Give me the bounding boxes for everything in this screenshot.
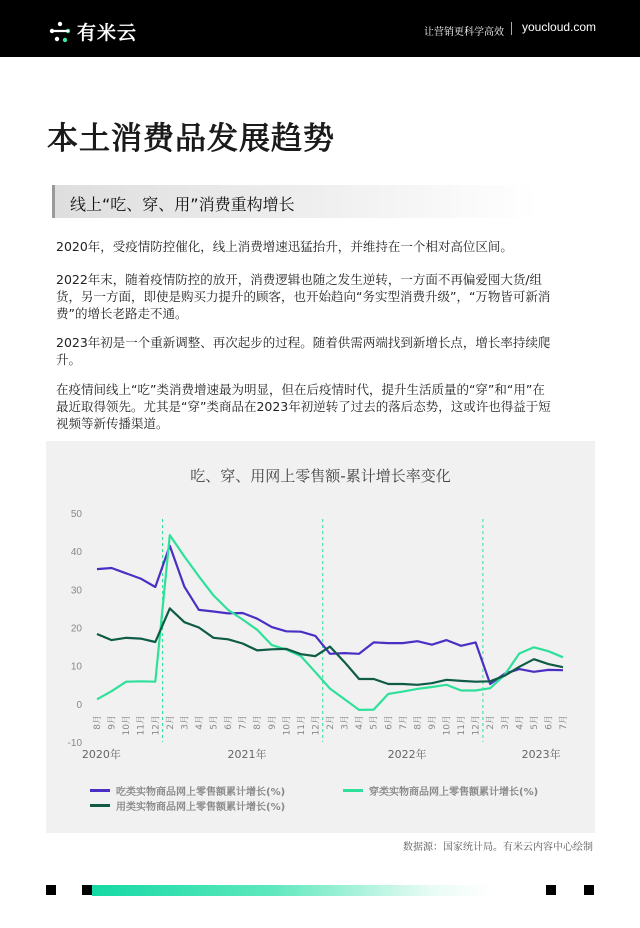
year-label: 2021年 bbox=[227, 748, 267, 761]
x-tick-label: 5月 bbox=[209, 715, 220, 730]
x-tick-label: 4月 bbox=[355, 715, 366, 730]
x-tick-label: 7月 bbox=[238, 715, 249, 730]
footer-square-right bbox=[546, 885, 556, 895]
y-tick-label: 50 bbox=[70, 509, 82, 520]
y-tick-label: -10 bbox=[67, 738, 82, 749]
y-tick-label: 20 bbox=[70, 623, 82, 635]
x-tick-label: 9月 bbox=[427, 715, 438, 730]
subheading-text: 线上“吃、穿、用”消费重构增长 bbox=[70, 195, 295, 214]
x-tick-label: 3月 bbox=[500, 715, 511, 730]
x-tick-label: 4月 bbox=[515, 715, 526, 730]
brand-logo[interactable] bbox=[48, 18, 137, 45]
x-tick-label: 12月 bbox=[311, 715, 322, 736]
x-tick-label: 3月 bbox=[340, 715, 351, 730]
x-tick-label: 12月 bbox=[151, 715, 162, 736]
year-label: 2020年 bbox=[81, 748, 121, 761]
x-tick-label: 5月 bbox=[369, 715, 380, 730]
chart-title: 吃、穿、用网上零售额-累计增长率变化 bbox=[190, 467, 451, 485]
x-tick-label: 11月 bbox=[296, 715, 307, 736]
footer-gradient-bar bbox=[92, 885, 492, 896]
x-tick-label: 9月 bbox=[267, 715, 278, 730]
header-bar bbox=[0, 0, 640, 57]
x-tick-label: 7月 bbox=[559, 715, 569, 730]
legend-label-food: 吃类实物商品网上零售额累计增长(%) bbox=[116, 787, 286, 798]
year-label: 2022年 bbox=[387, 748, 427, 761]
x-tick-label: 9月 bbox=[107, 715, 118, 730]
x-tick-label: 11月 bbox=[457, 715, 468, 736]
paragraph-4: 在疫情间线上“吃”类消费增速最为明显，但在后疫情时代，提升生活质量的“穿”和“用”在最近取得领先。尤其是“穿”类商品在2023年初逆转了过去的落后态势，这或许也得益于短视频等新传播渠道。 bbox=[56, 382, 551, 431]
legend-item-goods bbox=[90, 798, 285, 813]
x-tick-label: 2月 bbox=[165, 715, 176, 730]
x-tick-label: 8月 bbox=[413, 715, 424, 730]
series-line-1 bbox=[97, 535, 563, 710]
series-line-2 bbox=[97, 608, 563, 684]
x-tick-label: 3月 bbox=[180, 715, 191, 730]
x-tick-label: 5月 bbox=[529, 715, 540, 730]
footer-square-left-2 bbox=[82, 885, 92, 895]
subheading-accent-bar bbox=[52, 185, 55, 218]
chart-panel bbox=[46, 441, 595, 833]
x-tick-label: 4月 bbox=[194, 715, 205, 730]
paragraph-1: 2020年，受疫情防控催化，线上消费增速迅猛抬升，并维持在一个相对高位区间。 bbox=[56, 239, 513, 254]
x-tick-label: 10月 bbox=[282, 715, 293, 736]
source-note: 数据源：国家统计局。有米云内容中心绘制 bbox=[403, 842, 593, 853]
y-tick-label: 10 bbox=[70, 661, 82, 673]
header-site-link[interactable]: youcloud.com bbox=[522, 20, 597, 34]
y-tick-label: 40 bbox=[70, 547, 82, 559]
y-tick-label: 30 bbox=[70, 585, 82, 597]
legend-label-clothing: 穿类实物商品网上零售额累计增长(%) bbox=[369, 787, 539, 798]
year-label: 2023年 bbox=[521, 748, 561, 761]
x-tick-label: 6月 bbox=[224, 715, 235, 730]
header-tagline: 让营销更科学高效 bbox=[424, 27, 504, 38]
x-tick-label: 10月 bbox=[442, 715, 453, 736]
line-chart bbox=[46, 441, 595, 771]
x-tick-label: 6月 bbox=[544, 715, 555, 730]
paragraph-2: 2022年末，随着疫情防控的放开，消费逻辑也随之发生逆转，一方面不再偏爱囤大货/组货，另一方面，即使是购买力提升的顾客，也开始趋向“务实型消费升级”，“万物皆可新消费”的增长老路走不通。 bbox=[56, 272, 551, 321]
legend-label-goods: 用类实物商品网上零售额累计增长(%) bbox=[116, 802, 286, 813]
brand-name: 有米云 bbox=[77, 22, 138, 44]
x-tick-label: 7月 bbox=[398, 715, 409, 730]
legend-item-clothing bbox=[343, 783, 538, 798]
legend-swatch-clothing bbox=[343, 789, 363, 792]
page-title: 本土消费品发展趋势 bbox=[47, 121, 335, 157]
paragraph-3: 2023年初是一个重新调整、再次起步的过程。随着供需两端找到新增长点，增长率持续爬升。 bbox=[56, 335, 551, 367]
x-tick-label: 8月 bbox=[253, 715, 264, 730]
footer-square-right-2 bbox=[584, 885, 594, 895]
section-subheading bbox=[52, 185, 538, 218]
footer-square-left bbox=[46, 885, 56, 895]
x-tick-label: 2月 bbox=[326, 715, 336, 730]
x-tick-label: 6月 bbox=[384, 715, 395, 730]
x-tick-label: 12月 bbox=[471, 715, 482, 736]
legend-swatch-food bbox=[90, 789, 110, 792]
x-tick-label: 8月 bbox=[93, 715, 103, 730]
legend-swatch-goods bbox=[90, 804, 110, 807]
y-tick-label: 0 bbox=[76, 699, 82, 711]
x-tick-label: 11月 bbox=[136, 715, 147, 736]
header-separator bbox=[511, 22, 512, 35]
x-tick-label: 2月 bbox=[486, 715, 497, 730]
x-tick-label: 10月 bbox=[122, 715, 133, 736]
logo-mark-icon bbox=[48, 21, 72, 43]
legend-item-food bbox=[90, 783, 285, 798]
